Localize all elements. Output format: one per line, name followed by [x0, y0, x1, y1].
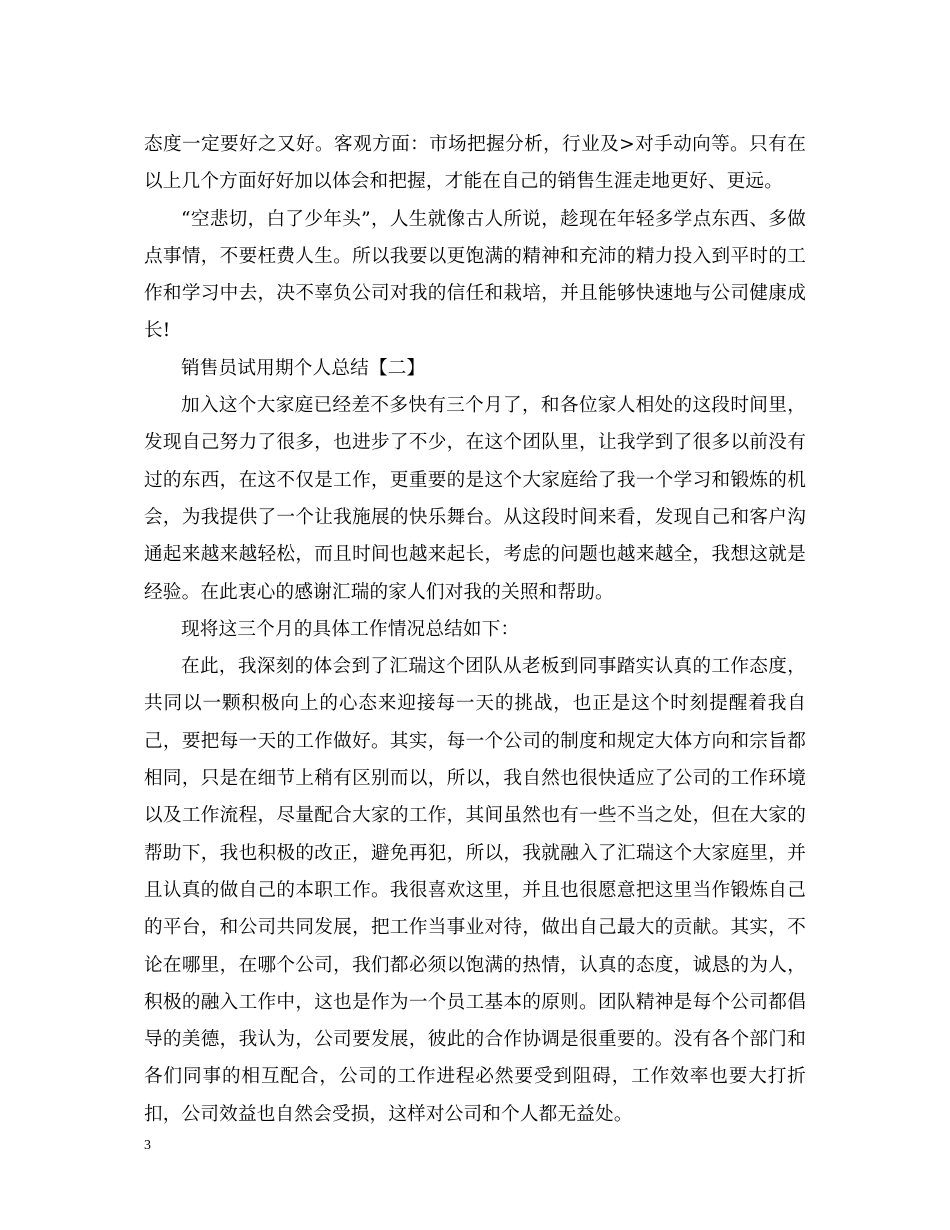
paragraph-4: 现将这三个月的具体工作情况总结如下：	[181, 618, 520, 640]
document-body	[144, 126, 806, 1133]
section-heading: 销售员试用期个人总结【二】	[181, 357, 426, 379]
paragraph-3: 加入这个大家庭已经差不多快有三个月了，和各位家人相处的这段时间里，发现自己努力了很多，也进步了不少，在这个团队里，让我学到了很多以前没有过的东西，在这不仅是工作，更重要的是这个大家庭给了我一个学习和锻炼的机会，为我提供了一个让我施展的快乐舞台。从这段时间来看，发现自己和客户沟通起来越来越轻松，而且时间也越来起长，考虑的问题也越来越全，我想这就是经验。在此衷心的感谢汇瑞的家人们对我的关照和帮助。	[144, 395, 806, 603]
paragraph-1: 态度一定要好之又好。客观方面：市场把握分析，行业及>对手动向等。只有在以上几个方面好好加以体会和把握，才能在自己的销售生涯走地更好、更远。	[144, 134, 806, 193]
page-number: 3	[144, 1138, 151, 1153]
paragraph-2: “空悲切，白了少年头”，人生就像古人所说，趁现在年轻多学点东西、多做点事情，不要枉费人生。所以我要以更饱满的精神和充沛的精力投入到平时的工作和学习中去，决不辜负公司对我的信任和栽培，并且能够快速地与公司健康成长!	[144, 208, 806, 342]
paragraph-5: 在此，我深刻的体会到了汇瑞这个团队从老板到同事踏实认真的工作态度，共同以一颗积极向上的心态来迎接每一天的挑战，也正是这个时刻提醒着我自己，要把每一天的工作做好。其实，每一个公司的制度和规定大体方向和宗旨都相同，只是在细节上稍有区别而以，所以，我自然也很快适应了公司的工作环境以及工作流程，尽量配合大家的工作，其间虽然也有一些不当之处，但在大家的帮助下，我也积极的改正，避免再犯，所以，我就融入了汇瑞这个大家庭里，并且认真的做自己的本职工作。我很喜欢这里，并且也很愿意把这里当作锻炼自己的平台，和公司共同发展，把工作当事业对待，做出自己最大的贡献。其实，不论在哪里，在哪个公司，我们都必须以饱满的热情，认真的态度，诚恳的为人，积极的融入工作中，这也是作为一个员工基本的原则。团队精神是每个公司都倡导的美德，我认为，公司要发展，彼此的合作协调是很重要的。没有各个部门和各们同事的相互配合，公司的工作进程必然要受到阻碍，工作效率也要大打折扣，公司效益也自然会受损，这样对公司和个人都无益处。	[144, 656, 806, 1125]
